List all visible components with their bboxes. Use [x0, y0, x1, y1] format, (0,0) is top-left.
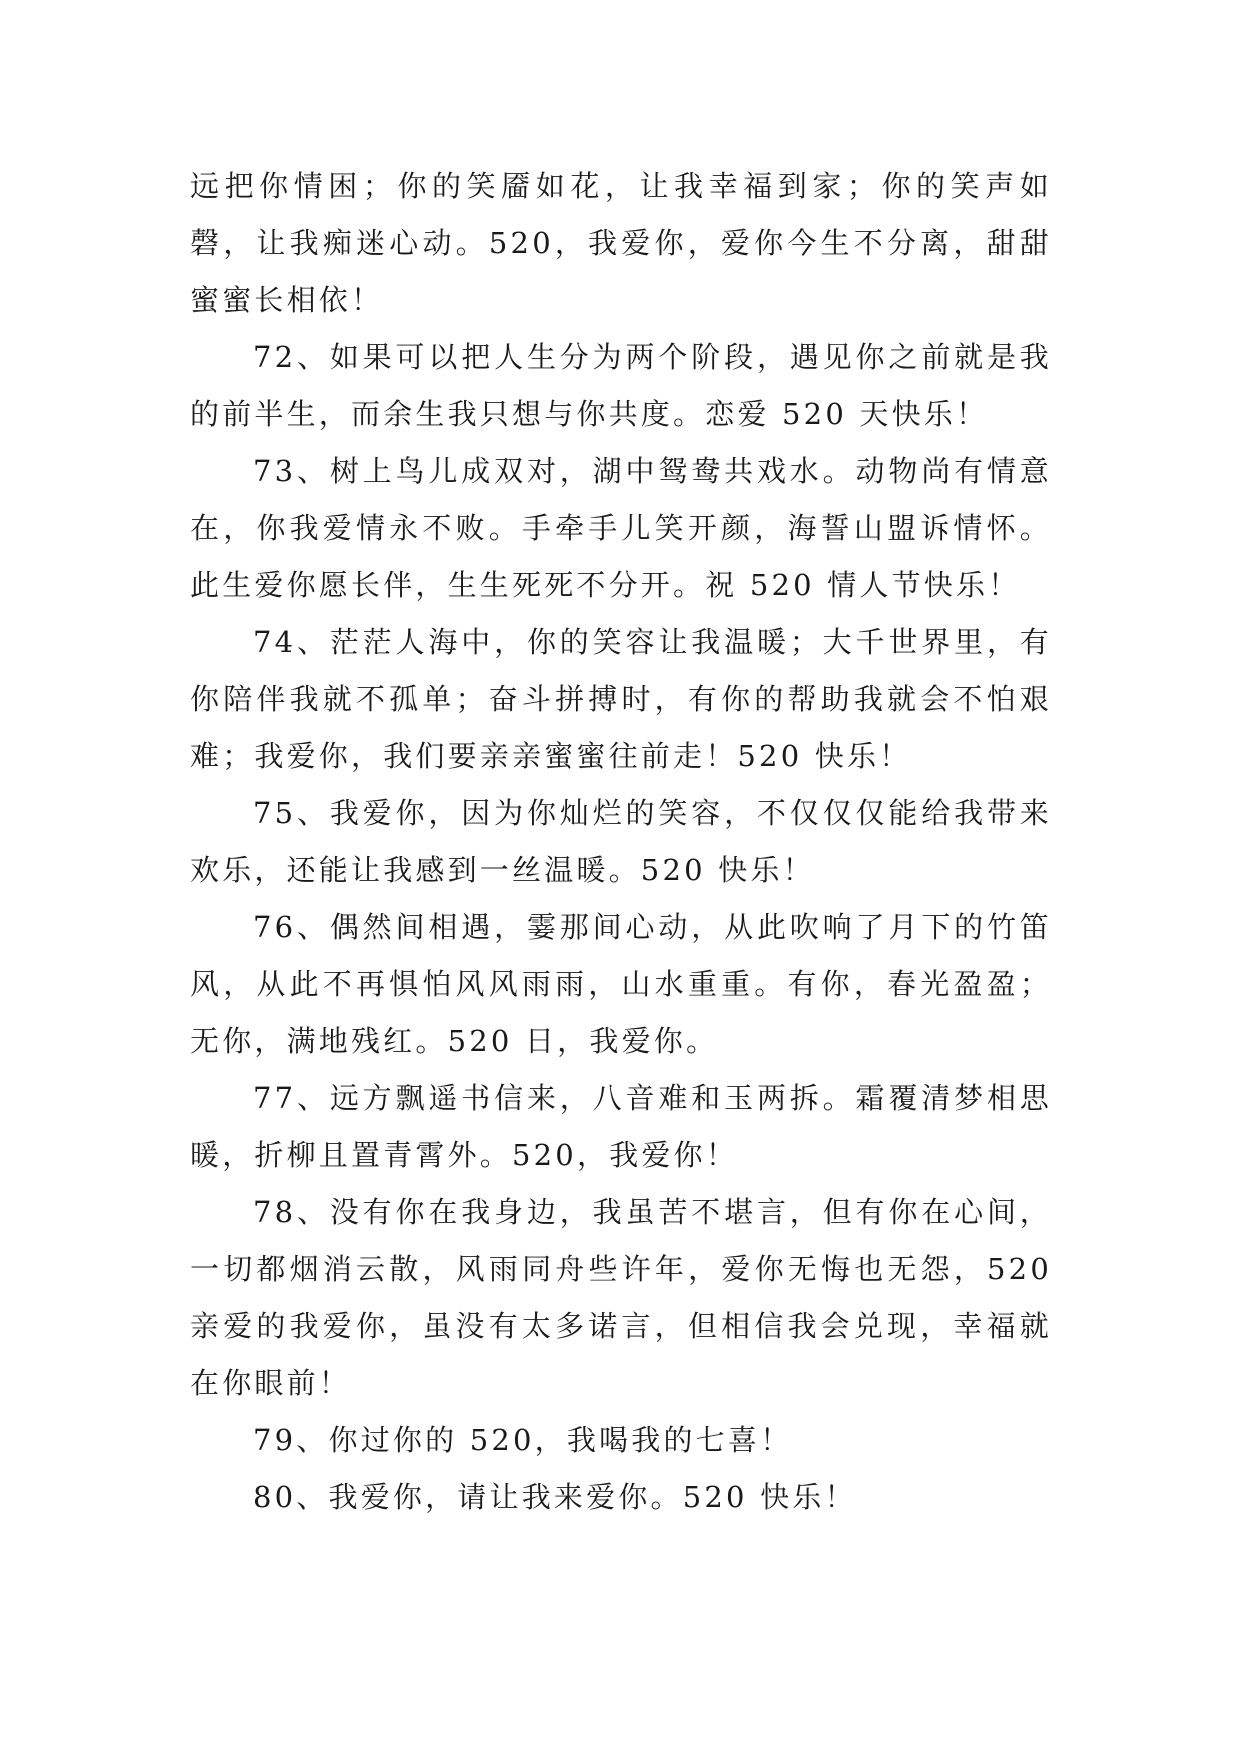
- paragraph-71-continuation: 远把你情困；你的笑靥如花，让我幸福到家；你的笑声如磬，让我痴迷心动。520，我爱你，爱你今生不分离，甜甜蜜蜜长相依！: [190, 169, 1052, 317]
- paragraph-72: 72、如果可以把人生分为两个阶段，遇见你之前就是我的前半生，而余生我只想与你共度。恋爱 520 天快乐！: [190, 340, 1052, 431]
- paragraph-76: 76、偶然间相遇，霎那间心动，从此吹响了月下的竹笛风，从此不再惧怕风风雨雨，山水重重。有你，春光盈盈；无你，满地残红。520 日，我爱你。: [190, 910, 1052, 1058]
- paragraph-79: 79、你过你的 520，我喝我的七喜！: [253, 1423, 793, 1457]
- paragraph-75: 75、我爱你，因为你灿烂的笑容，不仅仅仅能给我带来欢乐，还能让我感到一丝温暖。520 快乐！: [190, 796, 1052, 887]
- paragraph-77: 77、远方飘遥书信来，八音难和玉两拆。霜覆清梦相思暖，折柳且置青霄外。520，我爱你！: [190, 1081, 1052, 1172]
- document-body: [190, 158, 1052, 1526]
- paragraph-78: 78、没有你在我身边，我虽苦不堪言，但有你在心间，一切都烟消云散，风雨同舟些许年，爱你无悔也无怨，520 亲爱的我爱你，虽没有太多诺言，但相信我会兑现，幸福就在你眼前！: [190, 1195, 1052, 1400]
- paragraph-73: 73、树上鸟儿成双对，湖中鸳鸯共戏水。动物尚有情意在，你我爱情永不败。手牵手儿笑开颜，海誓山盟诉情怀。此生爱你愿长伴，生生死死不分开。祝 520 情人节快乐！: [190, 454, 1052, 602]
- paragraph-74: 74、茫茫人海中，你的笑容让我温暖；大千世界里，有你陪伴我就不孤单；奋斗拼搏时，有你的帮助我就会不怕艰难；我爱你，我们要亲亲蜜蜜往前走！520 快乐！: [190, 625, 1052, 773]
- paragraph-80: 80、我爱你，请让我来爱你。520 快乐！: [253, 1480, 857, 1514]
